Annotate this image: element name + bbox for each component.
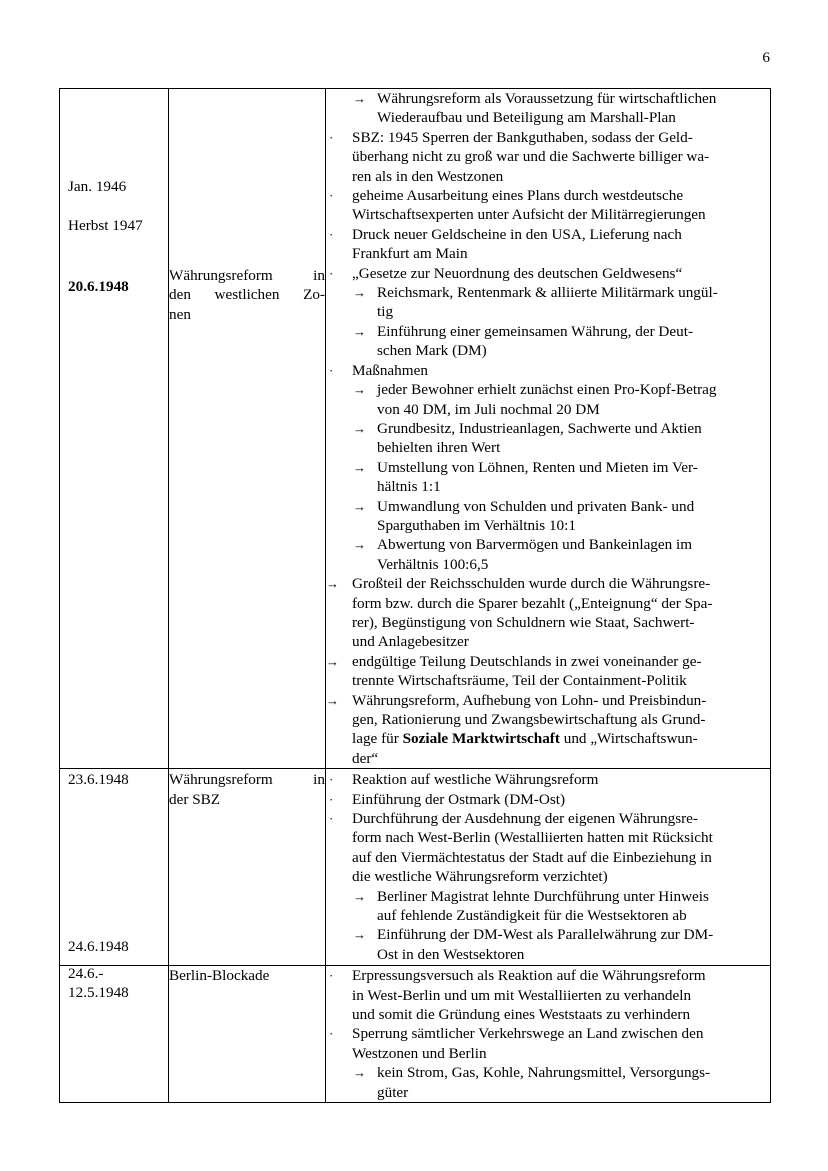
bullet-item (326, 361, 770, 380)
line-text: jeder Bewohner erhielt zunächst einen Pro-Kopf-Betrag (377, 381, 717, 399)
line-text: die westliche Währungsreform verzichtet) (352, 868, 608, 886)
topic-line: den westlichen Zo- (169, 286, 325, 304)
arrow-item (326, 89, 770, 128)
arrow-icon: → (353, 420, 366, 436)
line-text: rer), Begünstigung von Schuldnern wie Staat, Sachwert- (352, 613, 695, 631)
arrow-icon: → (326, 653, 339, 669)
page-number: 6 (762, 49, 770, 66)
topic-line: Währungsreform in (169, 267, 325, 284)
line-text: Durchführung der Ausdehnung der eigenen Währungsre- (352, 810, 698, 828)
line-text: und somit die Gründung eines Weststaats zu verhindern (352, 1006, 691, 1024)
arrow-item (326, 380, 770, 419)
line-text: Einführung einer gemeinsamen Währung, der Deut- (377, 322, 694, 340)
bullet-item (326, 966, 770, 1024)
bullet-item (326, 809, 770, 887)
chronology-table (59, 88, 771, 1103)
date-cell (60, 89, 169, 769)
line-text: schen Mark (DM) (377, 342, 487, 360)
arrow-item (326, 887, 770, 926)
date-label: 24.6.1948 (68, 938, 129, 956)
line-text: Wiederaufbau und Beteiligung am Marshall-Plan (377, 109, 676, 127)
line-text: form nach West-Berlin (Westalliierten hatten mit Rücksicht (352, 829, 713, 847)
line-text: Einführung der Ostmark (DM-Ost) (352, 790, 566, 808)
text-line (326, 225, 770, 244)
line-text: von 40 DM, im Juli nochmal 20 DM (377, 400, 600, 418)
arrow-icon: → (353, 537, 366, 553)
bullet-item (326, 790, 770, 809)
arrow-item (326, 322, 770, 361)
text-line (326, 497, 770, 516)
line-text: und „Wirtschaftswun- (559, 730, 698, 748)
line-text: Wirtschaftsexperten unter Aufsicht der Militärregierungen (352, 206, 706, 224)
arrow-item (326, 419, 770, 458)
topic-line: Berlin-Blockade (169, 967, 270, 985)
text-line (326, 1063, 770, 1082)
line-text: Umstellung von Löhnen, Renten und Mieten im Ver- (377, 458, 698, 476)
table-row (60, 89, 771, 769)
text-line (326, 749, 770, 768)
text-line (326, 244, 770, 263)
arrow-item (326, 458, 770, 497)
text-line (326, 477, 770, 496)
arrow-icon: → (353, 91, 366, 106)
arrow-item (326, 652, 770, 691)
arrow-icon: → (353, 285, 366, 301)
bullet-marker: · (329, 362, 334, 378)
text-line (326, 594, 770, 613)
arrow-icon: → (353, 1065, 366, 1081)
text-line (326, 167, 770, 186)
text-line (326, 986, 770, 1005)
text-line (326, 671, 770, 690)
bullet-marker: · (329, 811, 334, 827)
topic-line: Währungsreform in (169, 771, 325, 789)
arrow-item (326, 535, 770, 574)
date-label: 20.6.1948 (68, 278, 129, 295)
arrow-item (326, 283, 770, 322)
date-label: 12.5.1948 (68, 984, 129, 1002)
bullet-marker: · (329, 791, 334, 807)
line-text: hältnis 1:1 (377, 478, 441, 496)
line-text: Frankfurt am Main (352, 245, 468, 263)
text-line (326, 809, 770, 828)
text-line (326, 906, 770, 925)
text-line (326, 380, 770, 399)
text-line (326, 419, 770, 438)
text-line (326, 1083, 770, 1102)
line-text: tig (377, 303, 394, 321)
text-line (326, 828, 770, 847)
text-line (326, 89, 770, 108)
line-text: auf den Viermächtestatus der Stadt auf die Einbeziehung in (352, 848, 712, 866)
text-line (326, 966, 770, 985)
text-line (326, 438, 770, 457)
content-cell (326, 966, 771, 1103)
arrow-icon: → (353, 382, 366, 398)
line-text: der“ (352, 749, 379, 767)
text-line (326, 613, 770, 632)
arrow-item (326, 497, 770, 536)
line-text: Sperrung sämtlicher Verkehrswege an Land zwischen den (352, 1025, 704, 1043)
line-text: Verhältnis 100:6,5 (377, 555, 489, 573)
text-line (326, 574, 770, 593)
line-text: geheime Ausarbeitung eines Plans durch westdeutsche (352, 187, 684, 205)
line-text: Einführung der DM-West als Parallelwährung zur DM- (377, 926, 714, 944)
text-line (326, 1005, 770, 1024)
text-line (326, 729, 770, 748)
text-line (326, 302, 770, 321)
line-text: „Gesetze zur Neuordnung des deutschen Geldwesens“ (352, 264, 683, 282)
text-line (326, 848, 770, 867)
content-cell (326, 89, 771, 769)
line-text: ren als in den Westzonen (352, 167, 504, 185)
topic-cell (169, 89, 326, 769)
text-line (326, 710, 770, 729)
line-text: Berliner Magistrat lehnte Durchführung unter Hinweis (377, 887, 709, 905)
text-line (326, 535, 770, 554)
arrow-item (326, 1063, 770, 1102)
topic-cell (169, 966, 326, 1103)
date-label: 24.6.- (68, 965, 104, 983)
bullet-marker: · (329, 968, 334, 984)
arrow-item (326, 691, 770, 769)
topic-cell (169, 769, 326, 966)
line-text: in West-Berlin und um mit Westalliierten zu verhandeln (352, 986, 692, 1004)
bullet-marker: · (329, 265, 334, 281)
date-label: Jan. 1946 (68, 178, 127, 195)
line-text: und Anlagebesitzer (352, 633, 469, 651)
line-text: Umwandlung von Schulden und privaten Bank- und (377, 497, 695, 515)
emphasis-term: Soziale Marktwirtschaft (402, 730, 560, 748)
bullet-item (326, 225, 770, 264)
text-line (326, 867, 770, 886)
text-line (326, 516, 770, 535)
bullet-marker: · (329, 188, 334, 204)
line-text: Erpressungsversuch als Reaktion auf die Währungsreform (352, 967, 706, 985)
date-cell (60, 966, 169, 1103)
content-cell (326, 769, 771, 966)
text-line (326, 322, 770, 341)
text-line (326, 186, 770, 205)
line-text: Grundbesitz, Industrieanlagen, Sachwerte und Aktien (377, 419, 702, 437)
text-line (326, 264, 770, 283)
arrow-icon: → (353, 459, 366, 475)
line-text: Währungsreform, Aufhebung von Lohn- und Preisbindun- (352, 691, 707, 709)
text-line (326, 341, 770, 360)
line-text: behielten ihren Wert (377, 439, 501, 457)
text-line (326, 790, 770, 809)
line-text: trennte Wirtschaftsräume, Teil der Containment-Politik (352, 672, 687, 690)
bullet-item (326, 1024, 770, 1063)
bullet-marker: · (329, 772, 334, 788)
line-text: Währungsreform als Voraussetzung für wirtschaftlichen (377, 90, 717, 107)
bullet-item (326, 770, 770, 789)
arrow-item (326, 574, 770, 652)
text-line (326, 887, 770, 906)
table-row (60, 966, 771, 1103)
arrow-icon: → (326, 576, 339, 592)
text-line (326, 361, 770, 380)
arrow-icon: → (353, 927, 366, 943)
text-line (326, 691, 770, 710)
text-line (326, 400, 770, 419)
topic-line: nen (169, 305, 191, 323)
line-text: Reaktion auf westliche Währungsreform (352, 771, 599, 789)
line-text: Westzonen und Berlin (352, 1044, 487, 1062)
text-line (326, 458, 770, 477)
line-text: kein Strom, Gas, Kohle, Nahrungsmittel, Versorgungs- (377, 1064, 711, 1082)
topic-line: der SBZ (169, 790, 221, 808)
line-text: Ost in den Westsektoren (377, 945, 525, 963)
line-text: SBZ: 1945 Sperren der Bankguthaben, sodass der Geld- (352, 128, 693, 146)
text-line (326, 1044, 770, 1063)
arrow-icon: → (353, 498, 366, 514)
date-cell (60, 769, 169, 966)
line-text: lage für (352, 730, 403, 748)
date-label: Herbst 1947 (68, 217, 143, 234)
text-line (326, 1024, 770, 1043)
text-line (326, 770, 770, 789)
line-text: Reichsmark, Rentenmark & alliierte Militärmark ungül- (377, 284, 718, 302)
bullet-item (326, 186, 770, 225)
text-line (326, 945, 770, 964)
table-row (60, 769, 771, 966)
text-line (326, 128, 770, 147)
line-text: überhang nicht zu groß war und die Sachwerte billiger wa- (352, 148, 710, 166)
text-line (326, 925, 770, 944)
arrow-item (326, 925, 770, 964)
text-line (326, 205, 770, 224)
line-text: Abwertung von Barvermögen und Bankeinlagen im (377, 536, 693, 554)
line-text: güter (377, 1083, 409, 1101)
arrow-icon: → (353, 323, 366, 339)
text-line (326, 652, 770, 671)
arrow-icon: → (353, 888, 366, 904)
text-line (326, 632, 770, 651)
line-text: form bzw. durch die Sparer bezahlt („Enteignung“ der Spa- (352, 594, 713, 612)
line-text: Großteil der Reichsschulden wurde durch die Währungsre- (352, 575, 711, 593)
bullet-item (326, 128, 770, 186)
line-text: Maßnahmen (352, 361, 428, 379)
text-line (326, 283, 770, 302)
bullet-marker: · (329, 1026, 334, 1042)
text-line (326, 108, 770, 127)
bullet-marker: · (329, 226, 334, 242)
bullet-marker: · (329, 129, 334, 145)
line-text: Druck neuer Geldscheine in den USA, Lieferung nach (352, 225, 682, 243)
bullet-item (326, 264, 770, 283)
date-label: 23.6.1948 (68, 771, 129, 789)
text-line (326, 147, 770, 166)
text-line (326, 555, 770, 574)
line-text: endgültige Teilung Deutschlands in zwei voneinander ge- (352, 652, 702, 670)
arrow-icon: → (326, 692, 339, 708)
line-text: Sparguthaben im Verhältnis 10:1 (377, 516, 576, 534)
line-text: gen, Rationierung und Zwangsbewirtschaftung als Grund- (352, 711, 706, 728)
line-text: auf fehlende Zuständigkeit für die Westsektoren ab (377, 907, 687, 925)
